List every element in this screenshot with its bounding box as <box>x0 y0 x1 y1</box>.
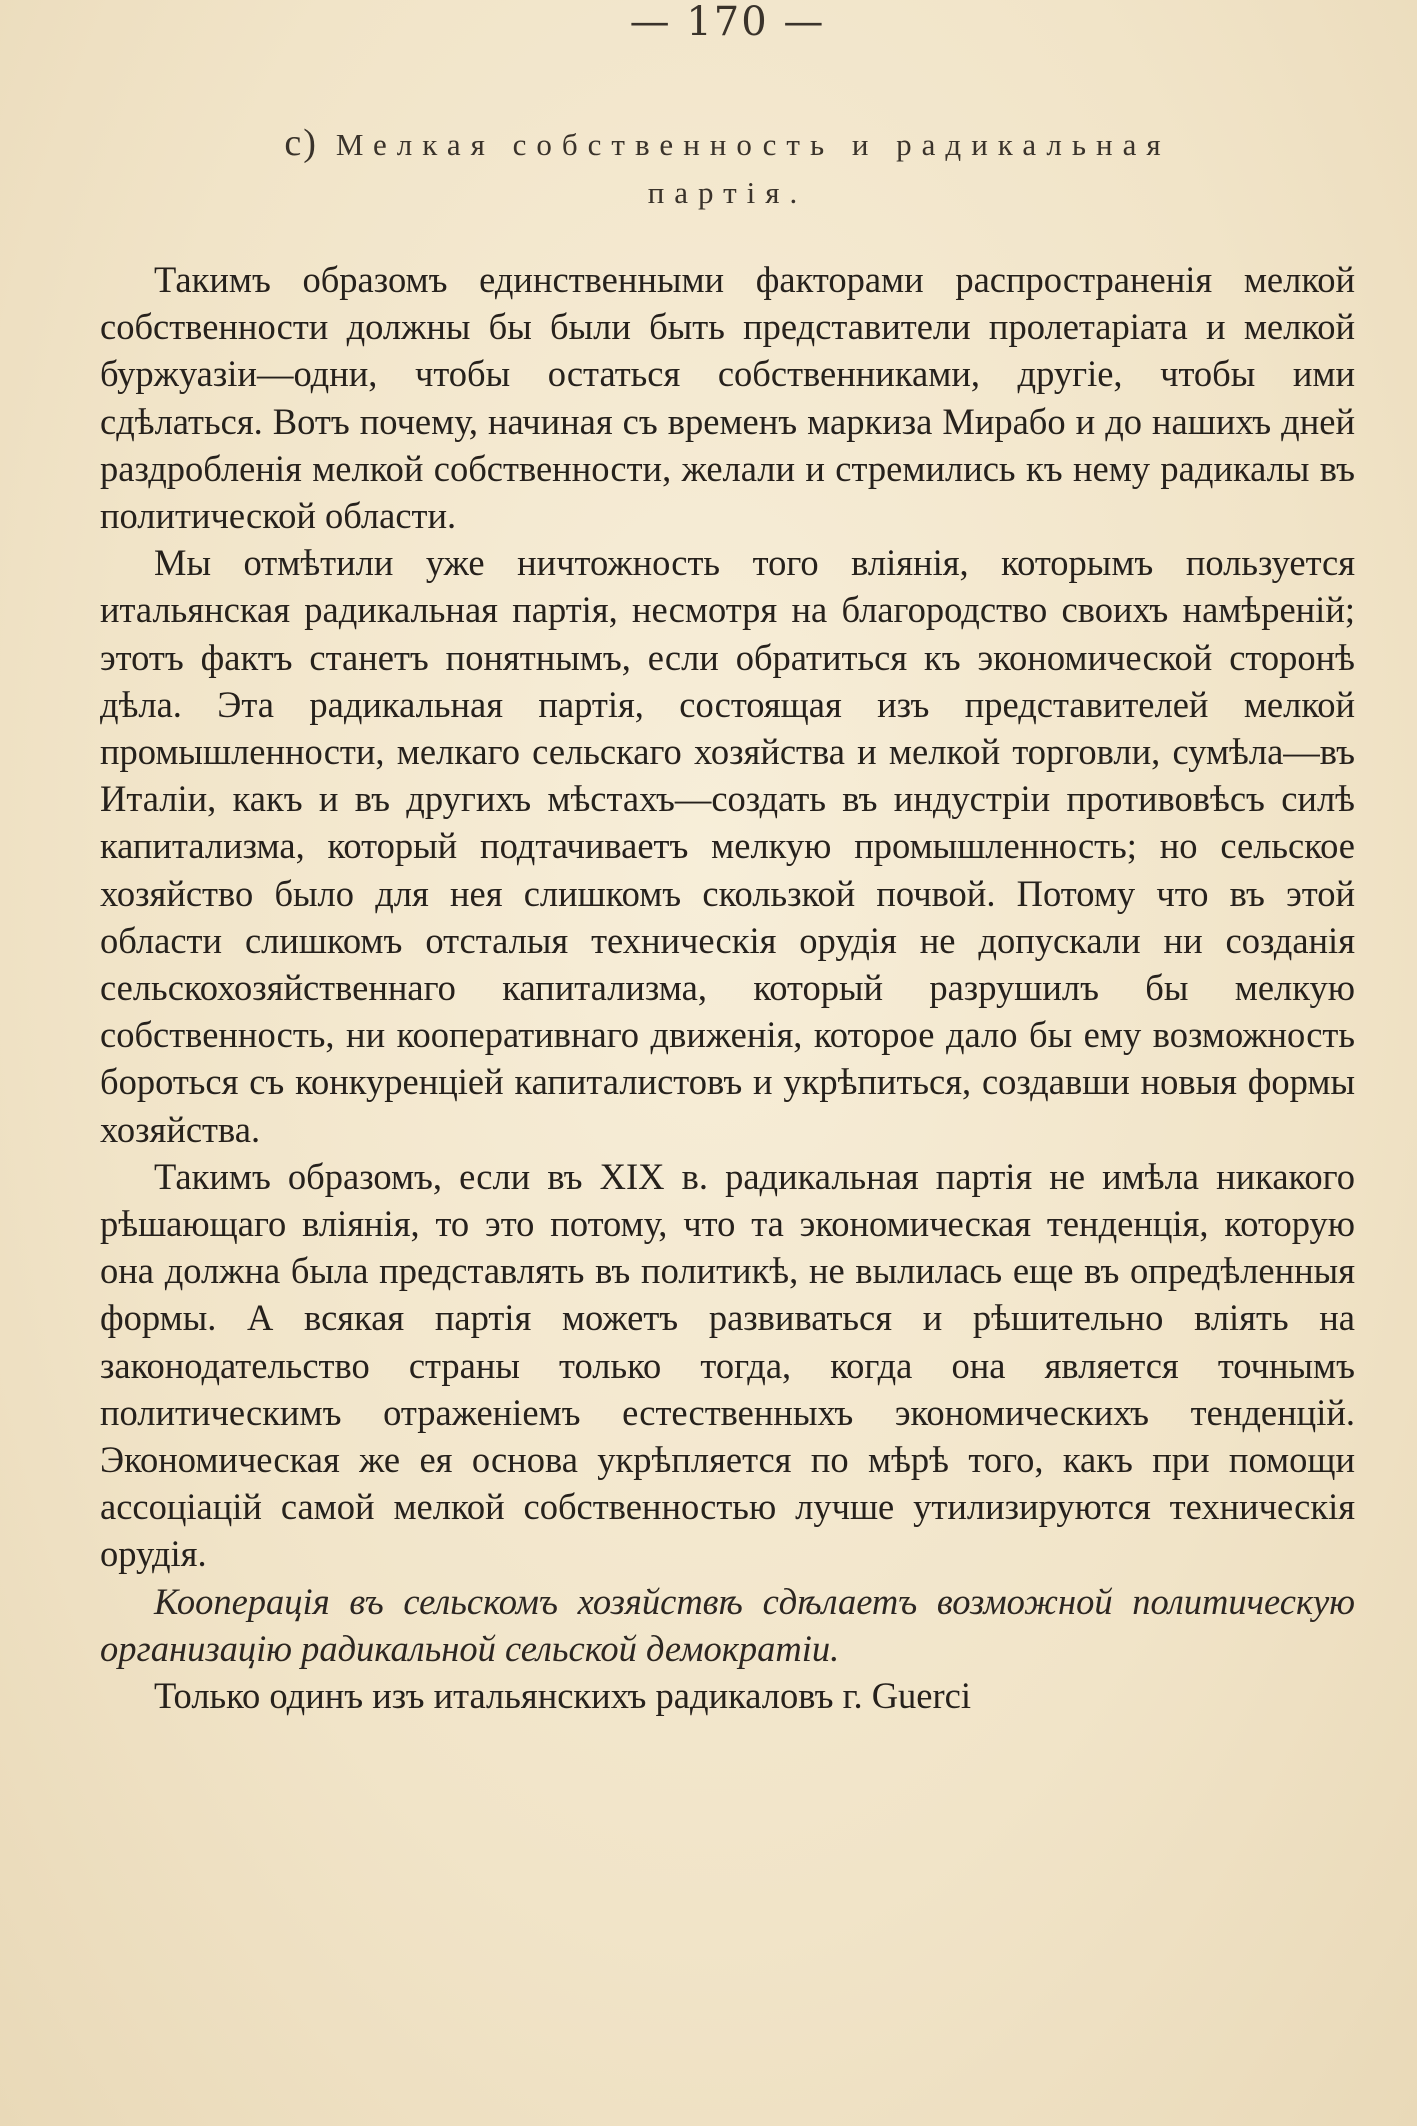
paragraph: Такимъ образомъ, если въ XIX в. радикальная партія не имѣла никакого рѣшающаго вліянія, то это потому, что та экономическая тенденція, которую она должна была представлять въ политикѣ, не вылилась еще въ опредѣленныя формы. А всякая партія можетъ развиваться и рѣшительно влiять на законодательство страны только тогда, когда она является точнымъ политическимъ отраженіемъ естественныхъ экономическихъ тенденцій. Экономическая же ея основа укрѣпляется по мѣрѣ того, какъ при помощи ассоціацій самой мелкой собственностью лучше утилизируются техническія орудія. <box>100 1155 1355 1575</box>
section-title-line1: Мелкая собственность и радикальная <box>335 127 1171 162</box>
section-marker: c) <box>284 122 318 164</box>
paragraph: Мы отмѣтили уже ничтожность того вліянія, которымъ пользуется итальянская радикальная партія, несмотря на благородство своихъ намѣреній; этотъ фактъ станетъ понятнымъ, если обратиться къ экономической сторонѣ дѣла. Эта радикальная партія, состоящая изъ представителей мелкой промышленности, мелкаго сельскаго хозяйства и мелкой торговли, сумѣла—въ Италіи, какъ и въ другихъ мѣстахъ—создать въ индустріи противовѣсъ силѣ капитализма, который подтачиваетъ мелкую промышленность; но сельское хозяйство было для нея слишкомъ скользкой почвой. Потому что въ этой области слишкомъ отсталыя техническія орудія не допускали ни созданія сельскохозяйственнаго капитализма, который разрушилъ бы мелкую собственность, ни кооперативнаго движенія, которое дало бы ему возможность бороться съ конкуренціей капиталистовъ и укрѣпиться, создавши новыя формы хозяйства. <box>100 542 1355 1150</box>
body-text <box>100 256 1355 1719</box>
page-number: — 170 — <box>629 0 826 45</box>
book-page <box>100 0 1355 1719</box>
paragraph: Такимъ образомъ единственными факторами распространенія мелкой собственности должны бы были быть представители пролетаріата и мелкой буржуазіи—одни, чтобы остаться собственниками, другіе, чтобы ими сдѣлаться. Вотъ почему, начиная съ временъ маркиза Мирабо и до нашихъ дней раздробленія мелкой собственности, желали и стремились къ нему радикалы въ политической области. <box>100 259 1355 537</box>
section-heading <box>100 120 1355 216</box>
section-title-line2: партія. <box>647 175 808 210</box>
italic-thesis-paragraph: Кооперація въ сельскомъ хозяйствѣ сдѣлаетъ возможной политическую организацію радикальной сельской демократіи. <box>100 1580 1355 1669</box>
paragraph: Только одинъ изъ итальянскихъ радикаловъ г. Guerci <box>154 1675 972 1717</box>
